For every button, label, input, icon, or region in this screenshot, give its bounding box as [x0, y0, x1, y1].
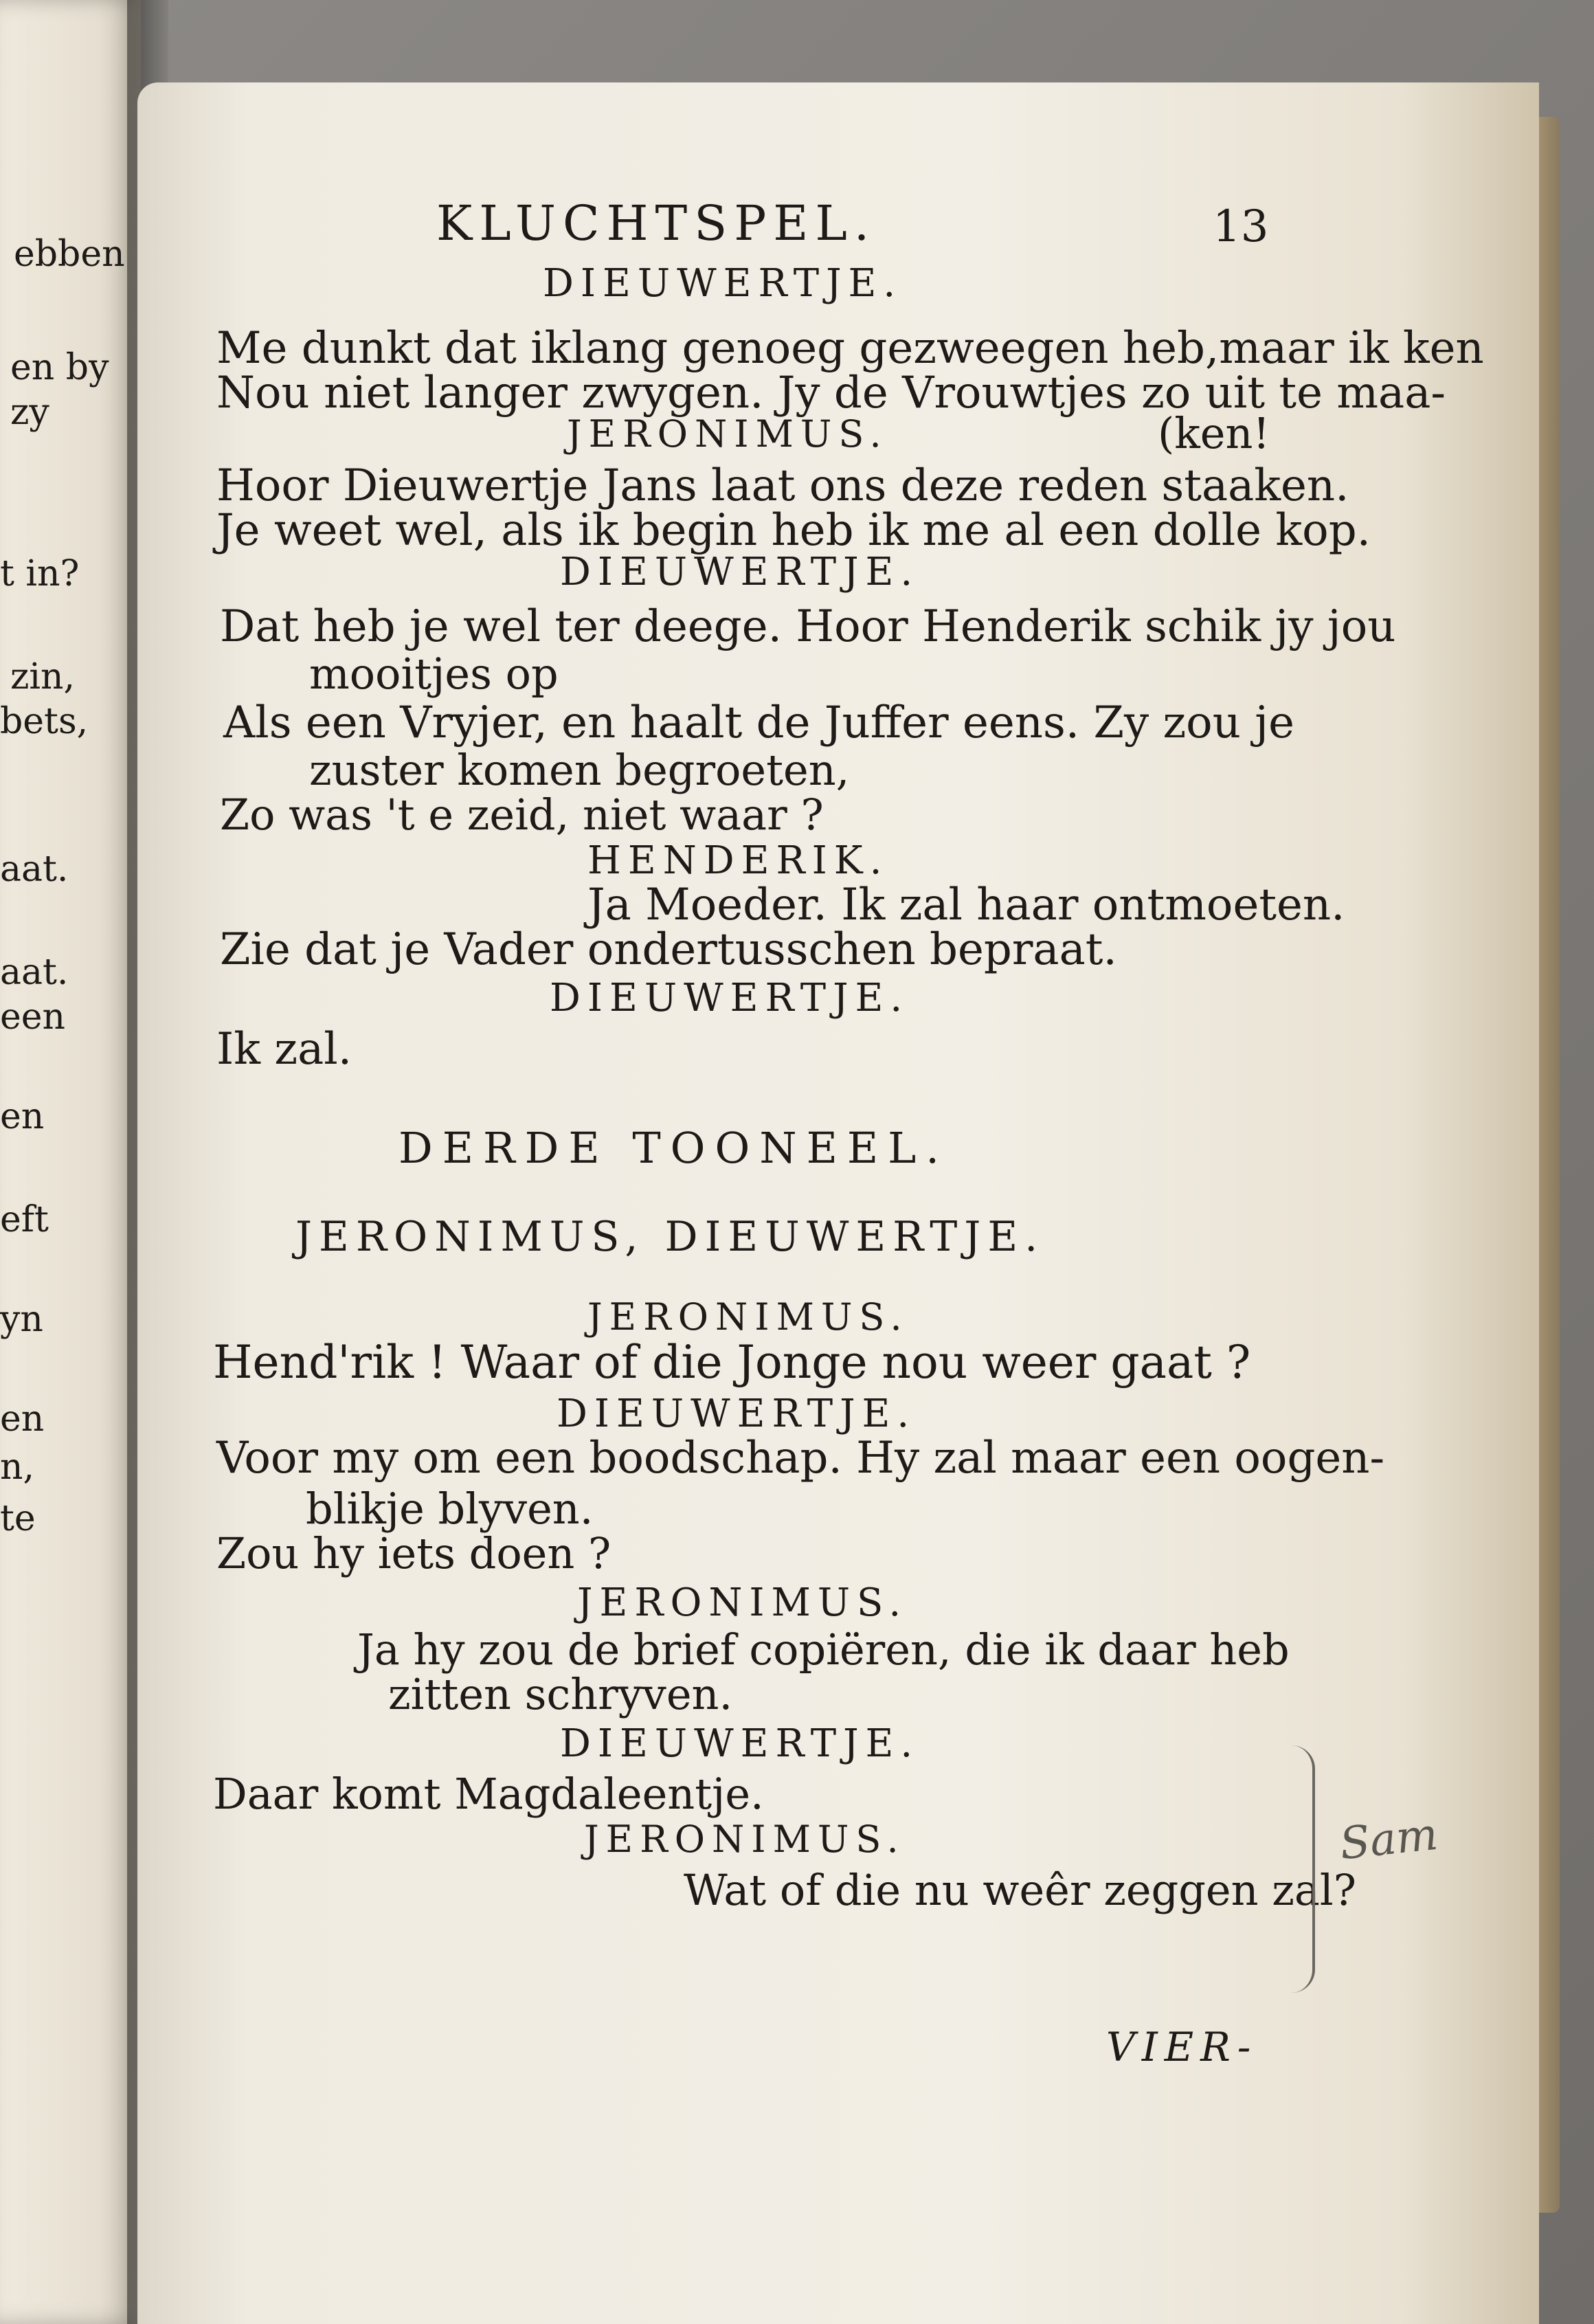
verse-line: Als een Vryjer, en haalt de Juffer eens. Zy zou je	[223, 697, 1294, 748]
verse-line: Voor my om een boodschap. Hy zal maar een oogen-	[216, 1433, 1385, 1484]
verse-line: zitten schryven.	[388, 1669, 733, 1719]
verse-line: Hend'rik ! Waar of die Jonge nou weer gaat ?	[213, 1336, 1251, 1389]
verse-line: mooitjes op	[309, 649, 559, 699]
speaker-name: DIEUWERTJE.	[560, 1721, 920, 1766]
verse-line: Je weet wel, als ik begin heb ik me al een dolle kop.	[216, 505, 1371, 556]
speaker-name: DIEUWERTJE.	[543, 261, 903, 306]
speaker-name: DIEUWERTJE.	[560, 550, 920, 594]
page-number: 13	[1213, 201, 1269, 252]
left-page-fragment: bets,	[0, 701, 89, 742]
verse-line: Ja hy zou de brief copiëren, die ik daar heb	[357, 1624, 1290, 1675]
speaker-name: JERONIMUS.	[587, 1295, 909, 1339]
scene-heading: DERDE TOONEEL.	[398, 1123, 949, 1173]
left-page-fragment: en by	[10, 347, 109, 388]
verse-line: Dat heb je wel ter deege. Hoor Henderik schik jy jou	[220, 601, 1396, 652]
left-page-fragment: n,	[0, 1446, 35, 1488]
left-page-fragment: een	[0, 996, 66, 1038]
speaker-name: JERONIMUS.	[584, 1818, 906, 1861]
left-page-fragment: t in?	[0, 553, 80, 594]
scene-characters: JERONIMUS, DIEUWERTJE.	[295, 1213, 1045, 1261]
verse-line: Ik zal.	[216, 1024, 352, 1075]
verse-line: Zie dat je Vader ondertusschen bepraat.	[220, 924, 1117, 975]
left-page-fragment: te	[0, 1498, 36, 1539]
running-head: KLUCHTSPEL.	[436, 195, 877, 252]
verse-line: Hoor Dieuwertje Jans laat ons deze reden staaken.	[216, 460, 1349, 511]
verse-line: Wat of die nu weêr zeggen zal?	[684, 1865, 1356, 1915]
speaker-name: DIEUWERTJE.	[557, 1392, 917, 1436]
handwritten-annotation: Sam	[1337, 1809, 1441, 1870]
left-page-fragment: yn	[0, 1299, 43, 1340]
left-page-fragment: en	[0, 1096, 45, 1137]
left-page-fragment: zy	[10, 392, 49, 433]
pencil-bracket	[1292, 1745, 1315, 1993]
left-page-fragment: ebben	[14, 234, 125, 275]
verse-line: Ja Moeder. Ik zal haar ontmoeten.	[587, 880, 1345, 930]
verse-line: zuster komen begroeten,	[309, 745, 850, 795]
verse-line: Zou hy iets doen ?	[216, 1528, 611, 1578]
speaker-name: HENDERIK.	[587, 838, 889, 883]
catchword: VIER-	[1106, 2024, 1258, 2070]
verse-line: blikje blyven.	[306, 1484, 594, 1534]
left-page-fragment: zin,	[10, 656, 76, 697]
verse-line: Nou niet langer zwygen. Jy de Vrouwtjes zo uit te maa-	[216, 368, 1446, 418]
verse-line: (ken!	[1158, 408, 1270, 458]
left-page-fragment: en	[0, 1398, 45, 1440]
speaker-name: JERONIMUS.	[567, 412, 888, 456]
speaker-name: JERONIMUS.	[577, 1580, 908, 1625]
left-page-fragment: eft	[0, 1199, 49, 1240]
verse-line: Zo was 't e zeid, niet waar ?	[220, 790, 824, 840]
left-page-fragment: aat.	[0, 952, 69, 993]
verse-line: Me dunkt dat iklang genoeg gezweegen heb,maar ik ken	[216, 323, 1484, 374]
verse-line: Daar komt Magdaleentje.	[213, 1769, 764, 1819]
speaker-name: DIEUWERTJE.	[550, 976, 910, 1020]
left-page-fragment: aat.	[0, 849, 69, 890]
